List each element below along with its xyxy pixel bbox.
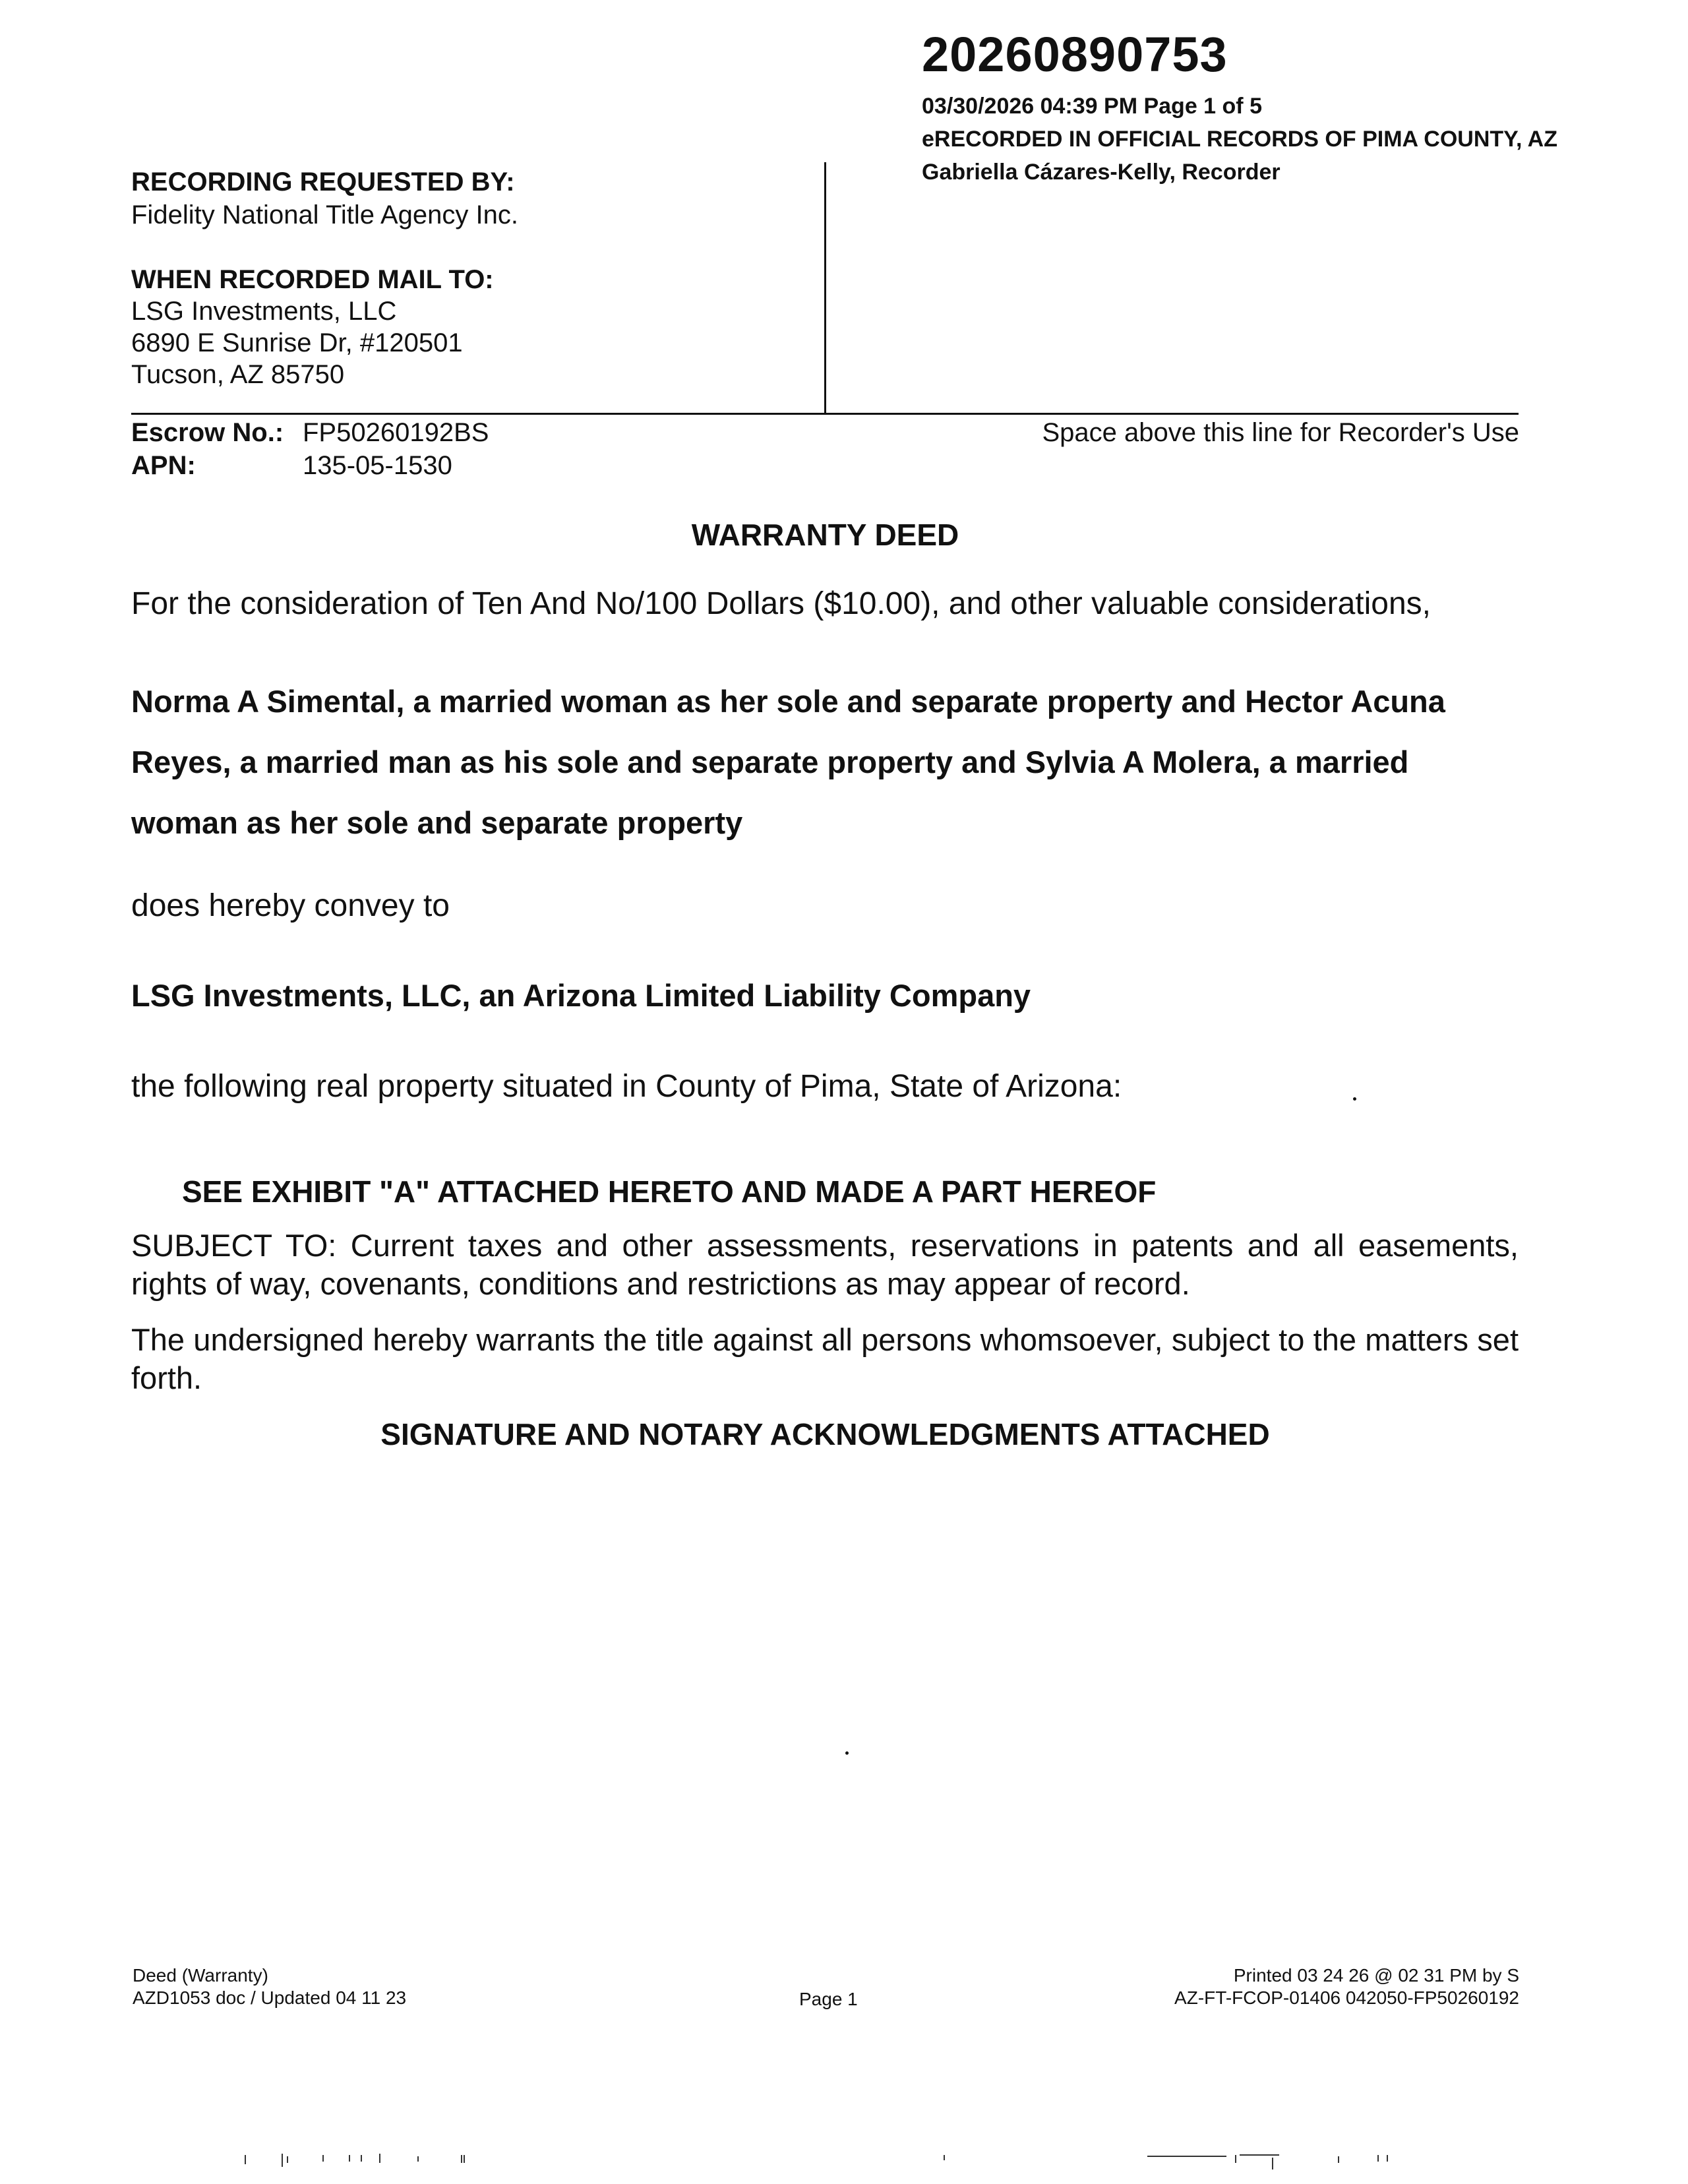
subject-to-clause: SUBJECT TO: Current taxes and other assessments, reservations in patents and all easements, rights of way, covenants, conditions and restrictions as may appear of record. — [131, 1228, 1519, 1301]
escrow-label: Escrow No.: — [131, 418, 284, 447]
footer-printed: Printed 03 24 26 @ 02 31 PM by S — [1233, 1965, 1519, 1986]
convey-clause: does hereby convey to — [131, 888, 450, 923]
apn-label: APN: — [131, 451, 196, 480]
footer-form-name: Deed (Warranty) — [133, 1965, 268, 1986]
signature-note: SIGNATURE AND NOTARY ACKNOWLEDGMENTS ATTACHED — [380, 1417, 1270, 1451]
mail-to-label: WHEN RECORDED MAIL TO: — [131, 265, 494, 294]
recording-requested-by-value: Fidelity National Title Agency Inc. — [131, 200, 518, 229]
grantee: LSG Investments, LLC, an Arizona Limited Liability Company — [131, 978, 1031, 1013]
warranty-clause: The undersigned hereby warrants the title against all persons whomsoever, subject to the matters set forth. — [131, 1322, 1519, 1395]
scan-artifact-marks — [0, 2150, 1688, 2176]
mail-to-line: 6890 E Sunrise Dr, #120501 — [131, 328, 463, 357]
apn-number: 135-05-1530 — [303, 451, 452, 480]
property-location: the following real property situated in County of Pima, State of Arizona: — [131, 1069, 1122, 1104]
footer-form-id: AZD1053 doc / Updated 04 11 23 — [133, 1987, 407, 2008]
recorder-use-divider — [131, 413, 1519, 415]
stray-mark — [1353, 1097, 1356, 1101]
mail-to-line: LSG Investments, LLC — [131, 297, 397, 326]
recorder-use-note: Space above this line for Recorder's Use — [1042, 418, 1519, 447]
grantors: Norma A Simental, a married woman as her sole and separate property and Hector Acuna Reyes, a married man as his sole and separate property and Sylvia A Molera, a married woman as her sole and separate property — [131, 684, 1445, 840]
consideration-clause: For the consideration of Ten And No/100 Dollars ($10.00), and other valuable considerations, — [131, 586, 1431, 621]
footer-file-reference: AZ-FT-FCOP-01406 042050-FP50260192 — [1174, 1987, 1519, 2008]
escrow-number: FP50260192BS — [303, 418, 489, 447]
document-title: WARRANTY DEED — [691, 518, 959, 552]
mail-to-line: Tucson, AZ 85750 — [131, 360, 345, 389]
exhibit-reference: SEE EXHIBIT "A" ATTACHED HERETO AND MADE A PART HEREOF — [182, 1174, 1157, 1209]
county-recorder: Gabriella Cázares-Kelly, Recorder — [922, 160, 1281, 185]
recorded-in-official-records: eRECORDED IN OFFICIAL RECORDS OF PIMA COUNTY, AZ — [922, 127, 1558, 152]
footer-page-number: Page 1 — [799, 1989, 858, 2009]
recording-datetime-page: 03/30/2026 04:39 PM Page 1 of 5 — [922, 94, 1262, 119]
recording-number: 20260890753 — [922, 27, 1228, 82]
header-vertical-divider — [824, 162, 826, 414]
stray-mark — [845, 1751, 849, 1755]
recording-requested-by-label: RECORDING REQUESTED BY: — [131, 167, 515, 197]
